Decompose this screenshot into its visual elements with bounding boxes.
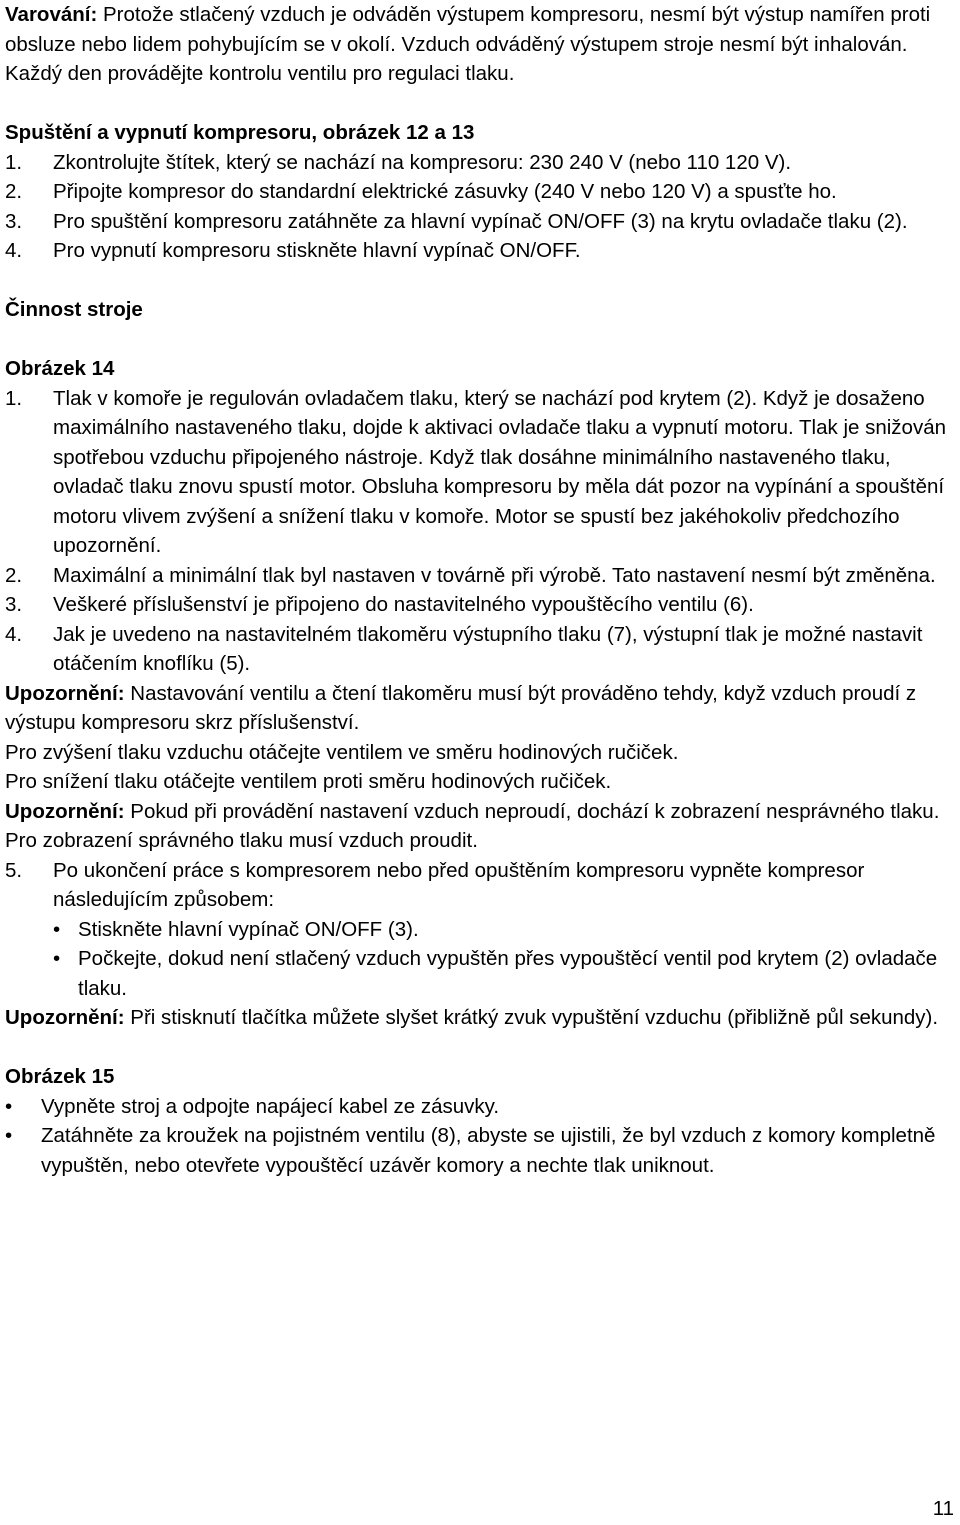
bullet-item <box>5 1121 957 1180</box>
notice-text: Pokud při provádění nastavení vzduch neproudí, dochází k zobrazení nesprávného tlaku. Pro zobrazení správného tlaku musí vzduch proudit. <box>5 799 940 852</box>
page-number: 11 <box>932 1497 954 1520</box>
list-number: 2. <box>5 563 23 587</box>
figure-heading-15: Obrázek 15 <box>5 1065 115 1088</box>
figure-heading-14: Obrázek 14 <box>5 357 115 380</box>
warning-text: Protože stlačený vzduch je odváděn výstupem kompresoru, nesmí být výstup namířen proti obsluze nebo lidem pohybujícím se v okolí. Vzduch odváděný výstupem stroje nesmí být inhalován. Každý den provádějte kontrolu ventilu pro regulaci tlaku. <box>5 3 931 85</box>
list-text: Tlak v komoře je regulován ovladačem tlaku, který se nachází pod krytem (2). Když je dosaženo maximálního nastaveného tlaku, dojde k aktivaci ovladače tlaku a vypnutí motoru. Tlak je snižován spotřebou vzduchu připojeného nástroje. Když tlak dosáhne minimálního nastaveného tlaku, ovladač tlaku znovu spustí motor. Obsluha kompresoru by měla dát pozor na vypínání a spouštění motoru vlivem zvýšení a snížení tlaku v komoře. Motor se spustí bez jakéhokoliv předchozího upozornění. <box>53 386 947 557</box>
list-number: 3. <box>5 209 23 233</box>
list-item <box>5 207 957 237</box>
section-heading-start-stop: Spuštění a vypnutí kompresoru, obrázek 12 a 13 <box>5 121 475 144</box>
notice-text: Nastavování ventilu a čtení tlakoměru musí být prováděno tehdy, když vzduch proudí z výstupu kompresoru skrz příslušenství. <box>5 681 917 734</box>
list-text: Pro spuštění kompresoru zatáhněte za hlavní vypínač ON/OFF (3) na krytu ovladače tlaku (2). <box>53 209 908 233</box>
list-text: Jak je uvedeno na nastavitelném tlakoměru výstupního tlaku (7), výstupní tlak je možné nastavit otáčením knoflíku (5). <box>53 622 923 675</box>
bullet-icon: • <box>53 917 61 941</box>
list-number: 4. <box>5 239 23 262</box>
bullet-icon: • <box>53 947 61 970</box>
list-item <box>5 148 957 178</box>
notice-label: Upozornění: <box>5 681 125 705</box>
bullet-text: Počkejte, dokud není stlačený vzduch vypuštěn přes vypouštěcí ventil pod krytem (2) ovladače tlaku. <box>78 947 938 1000</box>
notice-label: Upozornění: <box>5 799 125 823</box>
notice-text: Při stisknutí tlačítka můžete slyšet krátký zvuk vypuštění vzduchu (přibližně půl sekundy). <box>124 1006 939 1029</box>
list-item <box>5 620 957 679</box>
list-text: Veškeré příslušenství je připojeno do nastavitelného vypouštěcího ventilu (6). <box>53 593 754 616</box>
list-text: Zkontrolujte štítek, který se nachází na kompresoru: 230 240 V (nebo 110 120 V). <box>53 150 792 174</box>
warning-label: Varování: <box>5 3 98 26</box>
list-text: Maximální a minimální tlak byl nastaven v továrně při výrobě. Tato nastavení nesmí být změněna. <box>53 563 936 587</box>
notice-paragraph <box>5 797 957 856</box>
bullet-icon: • <box>5 1124 13 1147</box>
list-item <box>5 177 957 207</box>
notice-paragraph <box>5 679 957 738</box>
bullet-item <box>5 944 957 1003</box>
list-text: Po ukončení práce s kompresorem nebo před opuštěním kompresoru vypněte kompresor následujícím způsobem: <box>53 858 865 911</box>
bullet-item <box>5 1092 957 1122</box>
list-item <box>5 384 957 561</box>
list-item <box>5 856 957 915</box>
list-item <box>5 590 957 620</box>
notice-paragraph <box>5 1003 957 1033</box>
list-number: 5. <box>5 858 23 882</box>
bullet-text: Stiskněte hlavní vypínač ON/OFF (3). <box>78 917 419 941</box>
list-item <box>5 236 957 266</box>
list-text: Připojte kompresor do standardní elektrické zásuvky (240 V nebo 120 V) a spusťte ho. <box>53 180 837 203</box>
warning-paragraph <box>5 0 957 89</box>
list-item <box>5 561 957 591</box>
section-heading-operation: Činnost stroje <box>5 298 143 321</box>
list-number: 2. <box>5 180 23 203</box>
bullet-icon: • <box>5 1094 13 1118</box>
bullet-text: Zatáhněte za kroužek na pojistném ventilu (8), abyste se ujistili, že byl vzduch z komory kompletně vypuštěn, nebo otevřete vypouštěcí uzávěr komory a nechte tlak uniknout. <box>41 1124 936 1177</box>
list-number: 3. <box>5 593 23 616</box>
list-number: 1. <box>5 386 23 410</box>
decrease-pressure-text: Pro snížení tlaku otáčejte ventilem proti směru hodinových ručiček. <box>5 770 612 793</box>
list-number: 4. <box>5 622 23 646</box>
manual-page <box>5 0 957 1180</box>
increase-pressure-text: Pro zvýšení tlaku vzduchu otáčejte ventilem ve směru hodinových ručiček. <box>5 740 679 764</box>
bullet-text: Vypněte stroj a odpojte napájecí kabel ze zásuvky. <box>41 1094 500 1118</box>
notice-label: Upozornění: <box>5 1006 125 1029</box>
list-text: Pro vypnutí kompresoru stiskněte hlavní vypínač ON/OFF. <box>53 239 581 262</box>
list-number: 1. <box>5 150 23 174</box>
bullet-item <box>5 915 957 945</box>
